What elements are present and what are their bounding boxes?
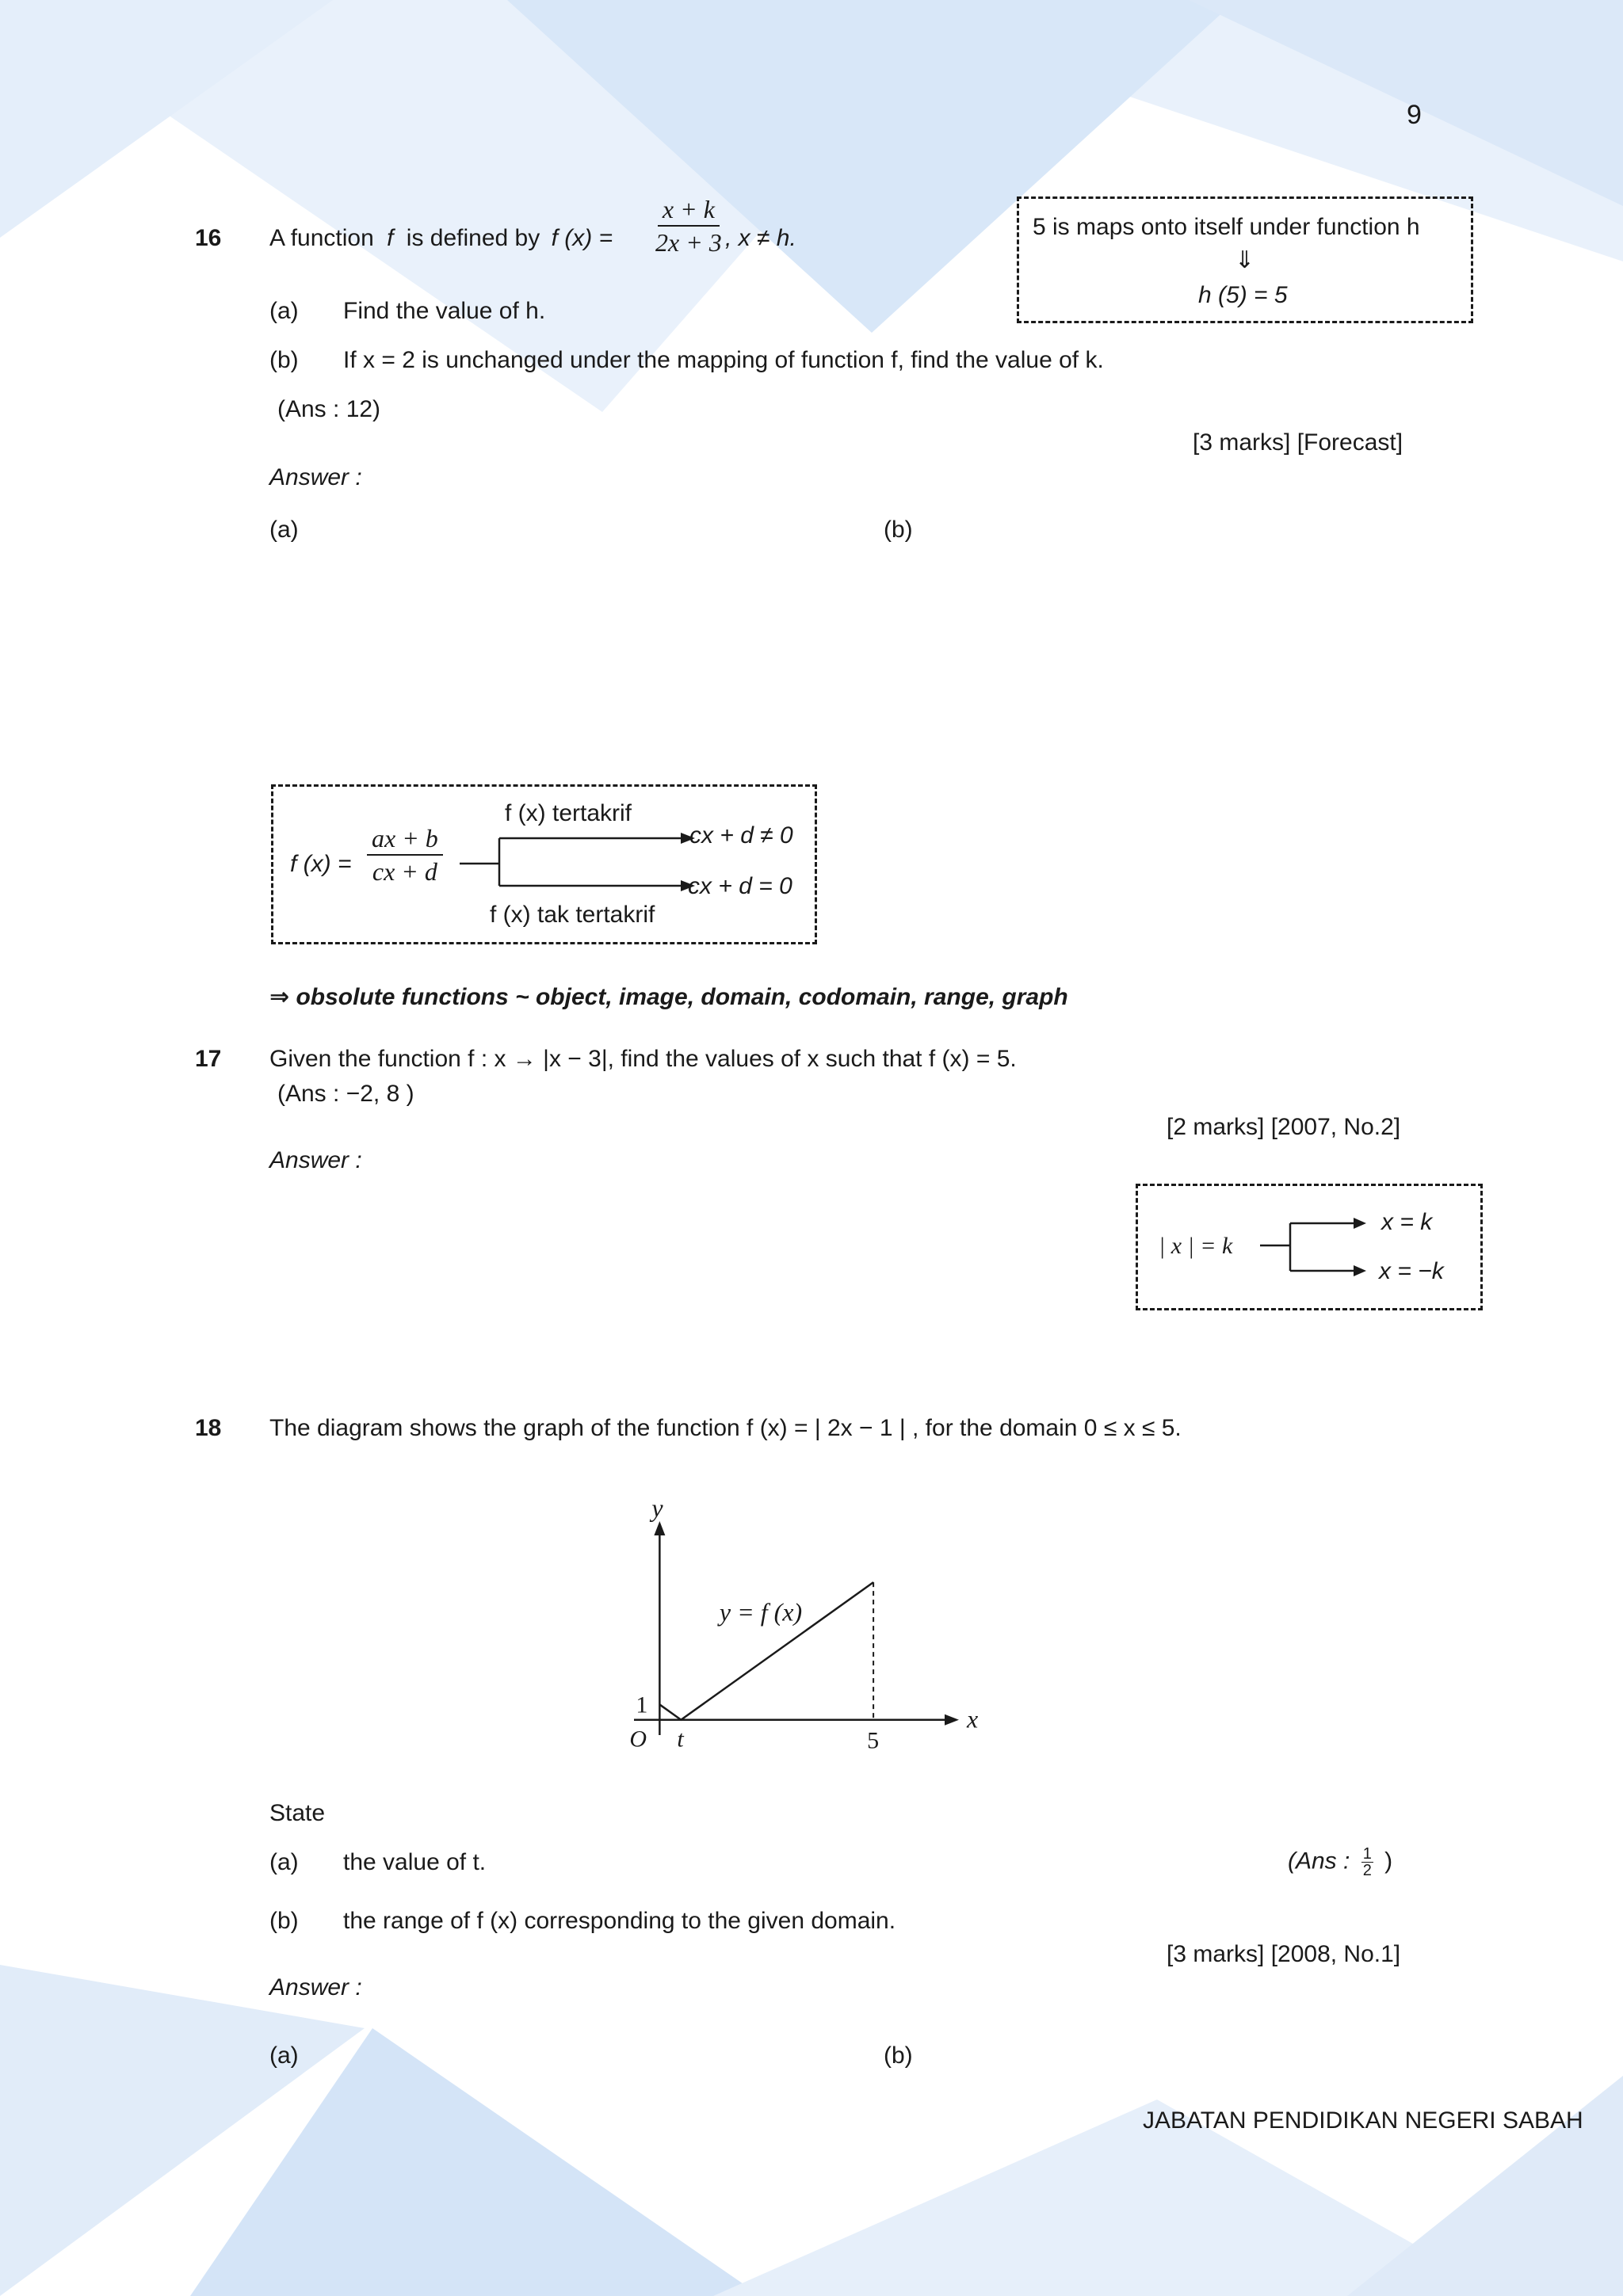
page-number: 9: [1407, 100, 1422, 130]
y-axis-label: y: [651, 1493, 663, 1522]
q17-hint-left: | x | = k: [1159, 1233, 1233, 1259]
q18-state: State: [269, 1800, 326, 1826]
q16-answer-part-b: (b): [884, 517, 913, 543]
q17-stem: Given the function f : x → |x − 3|, find the values of x such that f (x) = 5.: [269, 1046, 1017, 1072]
q16-part-a-label: (a): [269, 298, 299, 324]
y-axis-arrow-icon: [654, 1521, 665, 1535]
def-top-result: cx + d ≠ 0: [689, 822, 793, 849]
x-axis-label: x: [967, 1704, 979, 1733]
def-bottom-result: cx + d = 0: [688, 873, 792, 899]
q18-answer-part-a: (a): [269, 2042, 299, 2069]
q18-part-a-text: the value of t.: [343, 1849, 487, 1875]
def-top-label: f (x) tertakrif: [505, 800, 632, 826]
q16-part-b-label: (b): [269, 347, 299, 373]
curve-label: y = f (x): [719, 1597, 803, 1627]
x-tick-label-5: 5: [867, 1727, 880, 1754]
topic-line: ⇒ obsolute functions ~ object, image, domain, codomain, range, graph: [269, 984, 1068, 1010]
q16-part-b-text: If x = 2 is unchanged under the mapping of function f, find the value of k.: [343, 347, 1104, 373]
q18-answer-label: Answer :: [269, 1974, 362, 2000]
q18-stem: The diagram shows the graph of the function f (x) = | 2x − 1 | , for the domain 0 ≤ x ≤ 5.: [269, 1415, 1182, 1441]
def-fraction: $\frac{ax + b}{cx + d}$: [362, 824, 448, 886]
q16-hint-line1: 5 is maps onto itself under function h: [1033, 214, 1420, 240]
q17-hint-bottom: x = −k: [1379, 1258, 1444, 1284]
q18-part-b-label: (b): [269, 1908, 299, 1934]
y-tick-label-1: 1: [636, 1691, 648, 1718]
q16-answer-part-a: (a): [269, 517, 299, 543]
q18-answer-part-b: (b): [884, 2042, 913, 2069]
def-branch-arrows: [460, 832, 697, 895]
q17-hint-top: x = k: [1381, 1209, 1433, 1235]
q17-marks: [2 marks] [2007, No.2]: [1167, 1114, 1401, 1140]
q16-answer-label: Answer :: [269, 464, 362, 490]
question-number-17: 17: [195, 1046, 222, 1072]
q16-condition: , x ≠ h.: [725, 225, 796, 251]
question-number-18: 18: [195, 1415, 222, 1441]
def-fx: f (x) =: [290, 851, 352, 877]
q17-answer-hint: (Ans : −2, 8 ): [277, 1081, 414, 1107]
q16-answer-hint: (Ans : 12): [277, 396, 381, 422]
q16-part-a-text: Find the value of h.: [343, 298, 546, 324]
def-bottom-label: f (x) tak tertakrif: [490, 902, 655, 928]
q17-branch-arrows: [1260, 1220, 1371, 1276]
x-tick-label-t: t: [677, 1726, 684, 1753]
q18-part-a-answer: (Ans : $\frac{1}{2}$ ): [1288, 1845, 1393, 1879]
q18-marks: [3 marks] [2008, No.1]: [1167, 1941, 1401, 1967]
q17-answer-label: Answer :: [269, 1147, 362, 1173]
function-graph: [626, 1493, 983, 1754]
x-axis-arrow-icon: [945, 1714, 959, 1726]
origin-label: O: [629, 1726, 647, 1753]
question-number-16: 16: [195, 225, 222, 251]
q18-part-b-text: the range of f (x) corresponding to the given domain.: [343, 1908, 896, 1934]
q16-hint-line2: h (5) = 5: [1198, 282, 1288, 308]
q16-stem: A function f is defined by f (x) =: [269, 225, 613, 251]
q16-marks: [3 marks] [Forecast]: [1193, 429, 1403, 456]
page-footer: JABATAN PENDIDIKAN NEGERI SABAH: [1143, 2107, 1583, 2134]
q18-part-a-label: (a): [269, 1849, 299, 1875]
q16-fraction: $\frac{x + k}{2x + 3}$: [655, 195, 722, 257]
down-arrow-icon: ⇓: [1235, 247, 1255, 273]
